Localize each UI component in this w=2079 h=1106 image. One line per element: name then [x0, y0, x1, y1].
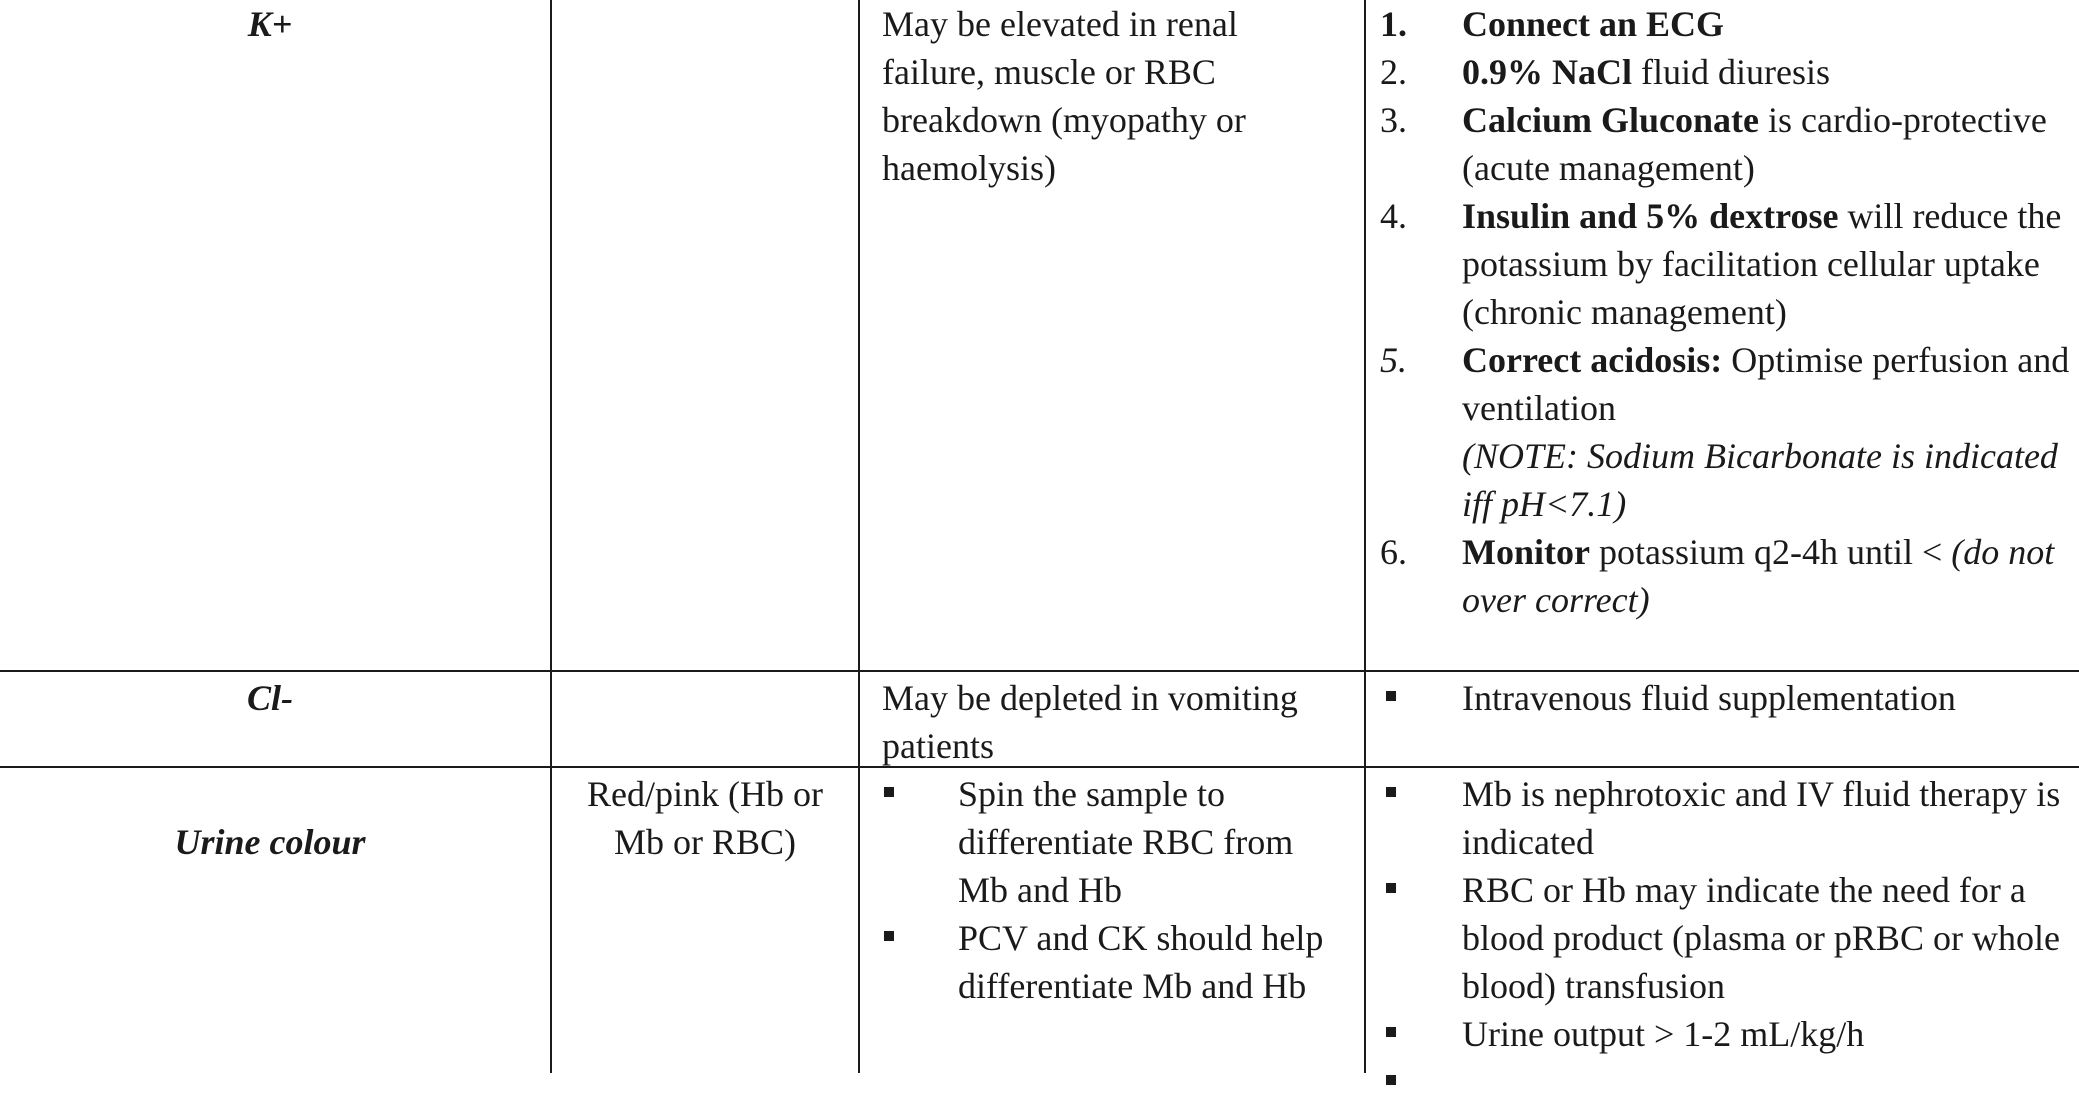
action-text: Intravenous fluid supplementation [1462, 678, 1956, 718]
urine-interpretation-list [884, 770, 1324, 1010]
potassium-step-5 [1380, 336, 2070, 528]
step-note: (do not over correct) [1462, 532, 2055, 620]
finding-urine-colour: Red/pink (Hb or Mb or RBC) [587, 774, 823, 862]
column-divider-2 [858, 0, 860, 1073]
step-bold-text: Correct acidosis: [1462, 340, 1723, 380]
square-bullet-icon [1386, 691, 1396, 701]
step-text: Optimise perfusion and ventilation [1462, 340, 2070, 428]
potassium-step-1 [1380, 0, 2070, 48]
column-divider-3 [1364, 0, 1366, 1073]
step-bold-text: Insulin and 5% dextrose [1462, 196, 1839, 236]
urine-interpretation-1 [884, 770, 1324, 914]
column-divider-1 [550, 0, 552, 1073]
urine-action-2 [1386, 866, 2066, 1010]
chloride-actions-list [1386, 674, 2066, 722]
potassium-step-3 [1380, 96, 2070, 192]
potassium-steps-list [1380, 0, 2070, 624]
chloride-action-1 [1386, 674, 2066, 722]
potassium-step-6 [1380, 528, 2070, 624]
row-divider-1 [0, 670, 2079, 672]
step-text: fluid diuresis [1632, 52, 1830, 92]
action-text: RBC or Hb may indicate the need for a blood product (plasma or pRBC or whole blood) transfusion [1462, 870, 2060, 1006]
urine-action-4-partial [1386, 1058, 2066, 1106]
step-number: 4. [1380, 196, 1407, 236]
action-text: Mb is nephrotoxic and IV fluid therapy is indicated [1462, 774, 2061, 862]
management-chloride [1386, 674, 2066, 722]
square-bullet-icon [1386, 1075, 1396, 1085]
square-bullet-icon [1386, 1027, 1396, 1037]
square-bullet-icon [884, 931, 894, 941]
step-bold-text: Calcium Gluconate [1462, 100, 1759, 140]
step-number: 3. [1380, 100, 1407, 140]
step-number: 6. [1380, 532, 1407, 572]
urine-action-3 [1386, 1010, 2066, 1058]
urine-interpretation-2 [884, 914, 1324, 1010]
parameter-urine-colour: Urine colour [174, 822, 366, 862]
management-potassium [1380, 0, 2070, 624]
step-text: potassium q2-4h until < [1589, 532, 1952, 572]
square-bullet-icon [1386, 883, 1396, 893]
potassium-step-2 [1380, 48, 2070, 96]
step-number: 5. [1380, 340, 1407, 380]
square-bullet-icon [1386, 787, 1396, 797]
action-text: Urine output > 1-2 mL/kg/h [1462, 1014, 1865, 1054]
urine-action-1 [1386, 770, 2066, 866]
square-bullet-icon [884, 787, 894, 797]
interpretation-text: Spin the sample to differentiate RBC from Mb and Hb [958, 774, 1294, 910]
potassium-step-4 [1380, 192, 2070, 336]
interpretation-text: PCV and CK should help differentiate Mb and Hb [958, 918, 1324, 1006]
step-bold-text: Connect an ECG [1462, 4, 1725, 44]
step-text: is cardio-protective (acute management) [1462, 100, 2047, 188]
urine-actions-list [1386, 770, 2066, 1106]
step-number: 1. [1380, 4, 1407, 44]
step-bold-text: 0.9% NaCl [1462, 52, 1632, 92]
parameter-chloride: Cl- [246, 678, 293, 718]
step-number: 2. [1380, 52, 1407, 92]
step-text: will reduce the potassium by facilitation cellular uptake (chronic management) [1462, 196, 2062, 332]
step-note: (NOTE: Sodium Bicarbonate is indicated iff pH<7.1) [1462, 436, 2058, 524]
step-bold-text: Monitor [1462, 532, 1590, 572]
interpretation-potassium: May be elevated in renal failure, muscle or RBC breakdown (myopathy or haemolysis) [882, 4, 1246, 188]
interpretation-urine-colour [884, 770, 1324, 1010]
parameter-potassium: K+ [247, 4, 293, 44]
management-urine-colour [1386, 770, 2066, 1106]
interpretation-chloride: May be depleted in vomiting patients [882, 678, 1298, 766]
